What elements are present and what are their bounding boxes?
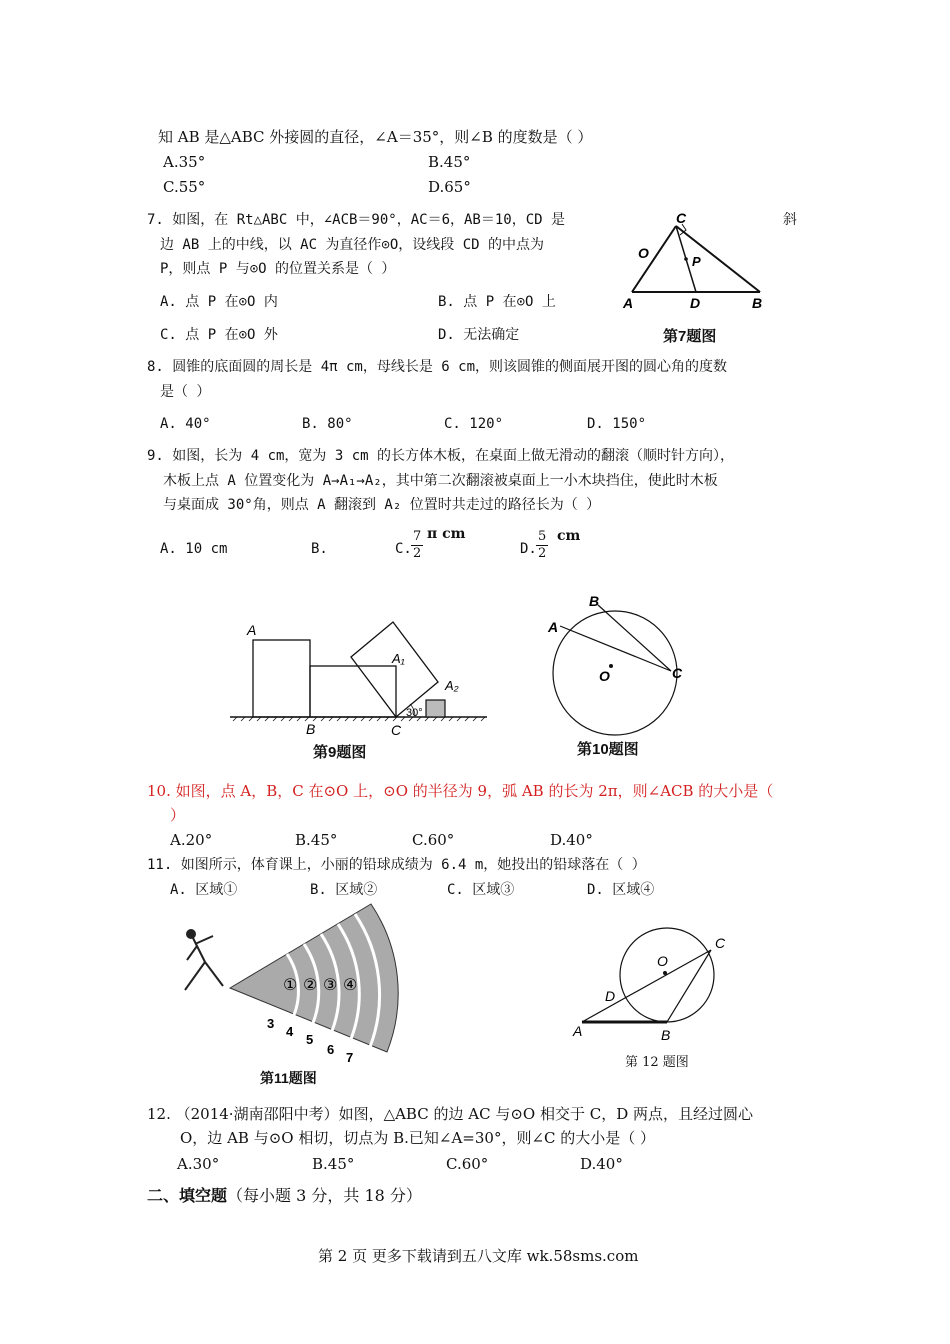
q9-option-d-unit: cm <box>557 528 581 544</box>
q7-side-cb <box>676 226 760 292</box>
q10-line2: ） <box>170 806 186 824</box>
q7-option-d: D. 无法确定 <box>438 327 520 343</box>
q7-label-a: A <box>623 295 634 311</box>
q9-label-angle: 30° <box>406 707 423 719</box>
q12-label-c: C <box>715 935 726 951</box>
q6-stem: 知 AB 是△ABC 外接圆的直径，∠A＝35°，则∠B 的度数是（ ） <box>158 128 593 146</box>
q11-distance-3: 3 <box>267 1016 275 1031</box>
q12-label-a: A <box>573 1023 583 1039</box>
q11-distance-4: 4 <box>286 1024 294 1039</box>
section2-note: （每小题 3 分，共 18 分） <box>227 1186 422 1205</box>
q11-distance-6: 6 <box>327 1042 335 1057</box>
q9-option-d-denominator: 2 <box>538 546 547 561</box>
q11-option-b: B. 区域② <box>310 882 378 898</box>
q9-board-position-1 <box>253 640 310 717</box>
q7-line2: 边 AB 上的中线，以 AC 为直径作⊙O，设线段 CD 的中点为 <box>160 237 545 253</box>
q10-label-c: C <box>672 665 683 681</box>
q7-option-a: A. 点 P 在⊙O 内 <box>160 294 278 310</box>
q12-line1: 12. （2014·湖南邵阳中考）如图，△ABC 的边 AC 与⊙O 相交于 C，D 两点，且经过圆心 <box>147 1105 754 1123</box>
q9-option-b: B. <box>311 541 328 557</box>
q10-option-a: A.20° <box>170 831 213 849</box>
q12-option-b: B.45° <box>312 1155 355 1173</box>
q10-circle <box>553 611 677 735</box>
q9-option-c-denominator: 2 <box>413 546 422 561</box>
q12-option-a: A.30° <box>177 1155 220 1173</box>
q10-line1: 10. 如图，点 A，B，C 在⊙O 上，⊙O 的半径为 9，弧 AB 的长为 2π，则∠ACB 的大小是（ <box>147 782 774 800</box>
q7-line1: 7. 如图，在 Rt△ABC 中，∠ACB＝90°，AC＝6，AB＝10，CD 是 <box>147 212 566 228</box>
q11-figure <box>175 900 405 1070</box>
q10-chord-ac <box>560 626 671 671</box>
q10-figure <box>545 592 690 737</box>
q11-distance-7: 7 <box>346 1050 354 1065</box>
section2-title: 二、填空题 <box>147 1186 228 1205</box>
q9-option-d-numerator: 5 <box>538 529 547 544</box>
q6-option-a: A.35° <box>163 153 206 171</box>
q8-option-a: A. 40° <box>160 416 211 432</box>
q10-label-a: A <box>548 619 559 635</box>
q8-option-b: B. 80° <box>302 416 353 432</box>
q7-figure-caption: 第7题图 <box>663 328 717 345</box>
q11-figure-caption: 第11题图 <box>260 1070 317 1086</box>
q9-line3: 与桌面成 30°角，则点 A 翻滚到 A₂ 位置时共走过的路径长为（ ） <box>163 497 601 513</box>
q9-option-c-label: C. <box>395 541 412 557</box>
q6-option-d: D.65° <box>428 178 471 196</box>
q11-region-1: ① <box>283 977 298 994</box>
q9-label-a: A <box>247 622 257 638</box>
q8-line1: 8. 圆锥的底面圆的周长是 4π cm，母线长是 6 cm，则该圆锥的侧面展开图的圆心角的度数 <box>147 359 727 375</box>
q7-point-p <box>684 257 688 261</box>
q8-option-d: D. 150° <box>587 416 647 432</box>
section2-heading <box>147 1186 422 1206</box>
q9-option-d-fraction <box>536 529 548 562</box>
q6-option-b: B.45° <box>428 153 471 171</box>
q9-board-position-2 <box>310 666 396 717</box>
q10-option-b: B.45° <box>295 831 338 849</box>
q9-label-b: B <box>306 721 316 737</box>
q12-secant-ac <box>582 950 711 1022</box>
page-footer: 第 2 页 更多下载请到五八文库 wk.58sms.com <box>318 1247 639 1265</box>
q12-line2: O，边 AB 与⊙O 相切，切点为 B.已知∠A=30°，则∠C 的大小是（ ） <box>180 1129 656 1147</box>
q9-option-a: A. 10 cm <box>160 541 228 557</box>
q12-segment-bc <box>667 950 711 1022</box>
q10-option-c: C.60° <box>412 831 455 849</box>
q12-center-point <box>663 971 667 975</box>
q11-region-4: ④ <box>343 977 358 994</box>
q11-stem: 11. 如图所示，体育课上，小丽的铅球成绩为 6.4 m，她投出的铅球落在（ ） <box>147 857 646 873</box>
q9-small-block <box>426 700 445 717</box>
q9-label-a2: A₂ <box>445 678 459 693</box>
q7-option-c: C. 点 P 在⊙O 外 <box>160 327 278 343</box>
q7-label-p: P <box>692 254 701 269</box>
q11-region-3: ③ <box>323 977 338 994</box>
q12-label-o: O <box>657 953 668 969</box>
q7-line3: P，则点 P 与⊙O 的位置关系是（ ） <box>160 261 396 277</box>
q10-option-d: D.40° <box>550 831 593 849</box>
q8-option-c: C. 120° <box>444 416 504 432</box>
q11-region-2: ② <box>303 977 318 994</box>
q9-figure-caption: 第9题图 <box>313 744 367 761</box>
q7-label-d: D <box>690 295 701 311</box>
q11-distance-5: 5 <box>306 1032 314 1047</box>
q9-line2: 木板上点 A 位置变化为 A→A₁→A₂，其中第二次翻滚被桌面上一小木块挡住，使此时木板 <box>163 473 718 489</box>
q6-option-c: C.55° <box>163 178 206 196</box>
q9-option-c-fraction <box>411 529 423 562</box>
q9-board-position-3 <box>351 622 438 717</box>
q7-option-b: B. 点 P 在⊙O 上 <box>438 294 556 310</box>
q10-label-o: O <box>599 668 610 684</box>
q11-athlete-icon <box>185 930 223 990</box>
q12-label-d: D <box>605 988 616 1004</box>
q11-option-a: A. 区域① <box>170 882 238 898</box>
q9-figure <box>225 600 495 740</box>
q7-figure <box>620 212 780 312</box>
q11-option-d: D. 区域④ <box>587 882 655 898</box>
q7-label-o: O <box>638 245 649 261</box>
q9-option-d-label: D. <box>520 541 537 557</box>
q12-figure <box>565 928 740 1048</box>
q7-label-c: C <box>676 210 687 226</box>
q7-label-b: B <box>752 295 763 311</box>
q7-line1-end: 斜 <box>783 212 797 228</box>
q9-option-c-unit: π cm <box>427 526 466 542</box>
q9-line1: 9. 如图，长为 4 cm，宽为 3 cm 的长方体木板，在桌面上做无滑动的翻滚（顺时针方向）， <box>147 448 734 464</box>
q9-label-a1: A₁ <box>392 651 405 666</box>
q12-figure-caption: 第 12 题图 <box>625 1055 689 1070</box>
q12-label-b: B <box>661 1027 671 1043</box>
q9-option-c-numerator: 7 <box>413 529 422 544</box>
q12-option-d: D.40° <box>580 1155 623 1173</box>
q10-label-b: B <box>589 593 600 609</box>
q9-label-c: C <box>391 722 402 738</box>
q10-chord-bc <box>598 605 671 671</box>
q12-option-c: C.60° <box>446 1155 489 1173</box>
q10-figure-caption: 第10题图 <box>577 741 639 758</box>
q8-line2: 是（ ） <box>160 384 211 400</box>
q11-option-c: C. 区域③ <box>447 882 515 898</box>
